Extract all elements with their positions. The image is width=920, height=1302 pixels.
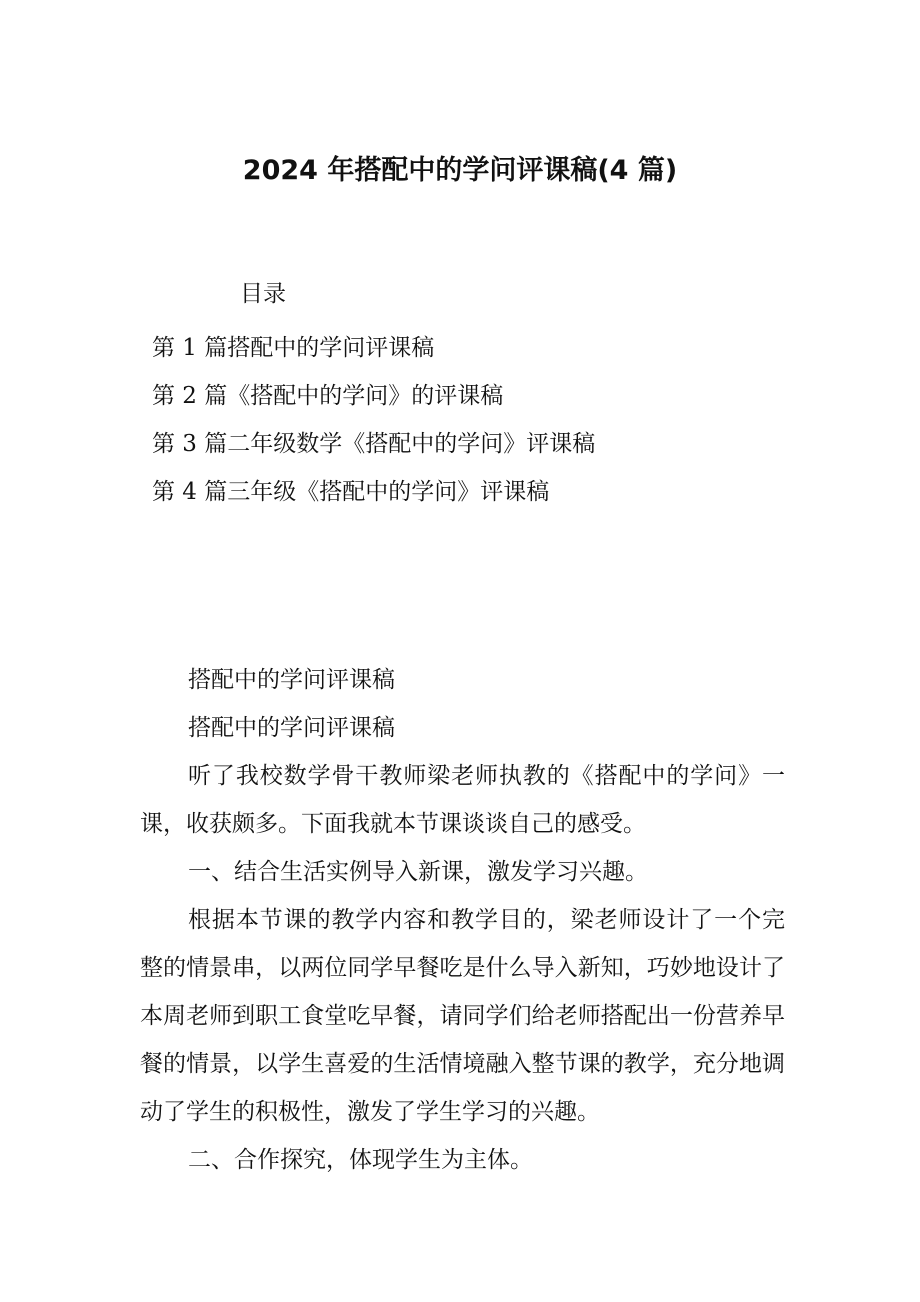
section-subtitle: 搭配中的学问评课稿	[188, 715, 395, 741]
paragraph-3: 根据本节课的教学内容和教学目的，梁老师设计了一个完整的情景串，以两位同学早餐吃是什么导入新知，巧妙地设计了本周老师到职工食堂吃早餐，请同学们给老师搭配出一份营养早餐的情景，以学生喜爱的生活情境融入整节课的教学，充分地调动了学生的积极性，激发了学生学习的兴趣。	[140, 907, 785, 1125]
toc-heading: 目录	[240, 281, 286, 307]
section-title: 搭配中的学问评课稿	[188, 667, 395, 693]
toc-item-3[interactable]: 第 3 篇二年级数学《搭配中的学问》评课稿	[152, 431, 596, 457]
toc-item-4[interactable]: 第 4 篇三年级《搭配中的学问》评课稿	[152, 479, 550, 505]
toc-item-2[interactable]: 第 2 篇《搭配中的学问》的评课稿	[152, 383, 504, 409]
toc-item-1[interactable]: 第 1 篇搭配中的学问评课稿	[152, 335, 435, 361]
document-title: 2024 年搭配中的学问评课稿(4 篇)	[242, 155, 678, 186]
paragraph-2: 一、结合生活实例导入新课，激发学习兴趣。	[188, 859, 648, 885]
paragraph-1: 听了我校数学骨干教师梁老师执教的《搭配中的学问》一课，收获颇多。下面我就本节课谈谈自己的感受。	[140, 763, 785, 837]
paragraph-4: 二、合作探究，体现学生为主体。	[188, 1147, 533, 1173]
table-of-contents	[152, 324, 595, 516]
article-body	[140, 656, 785, 1184]
